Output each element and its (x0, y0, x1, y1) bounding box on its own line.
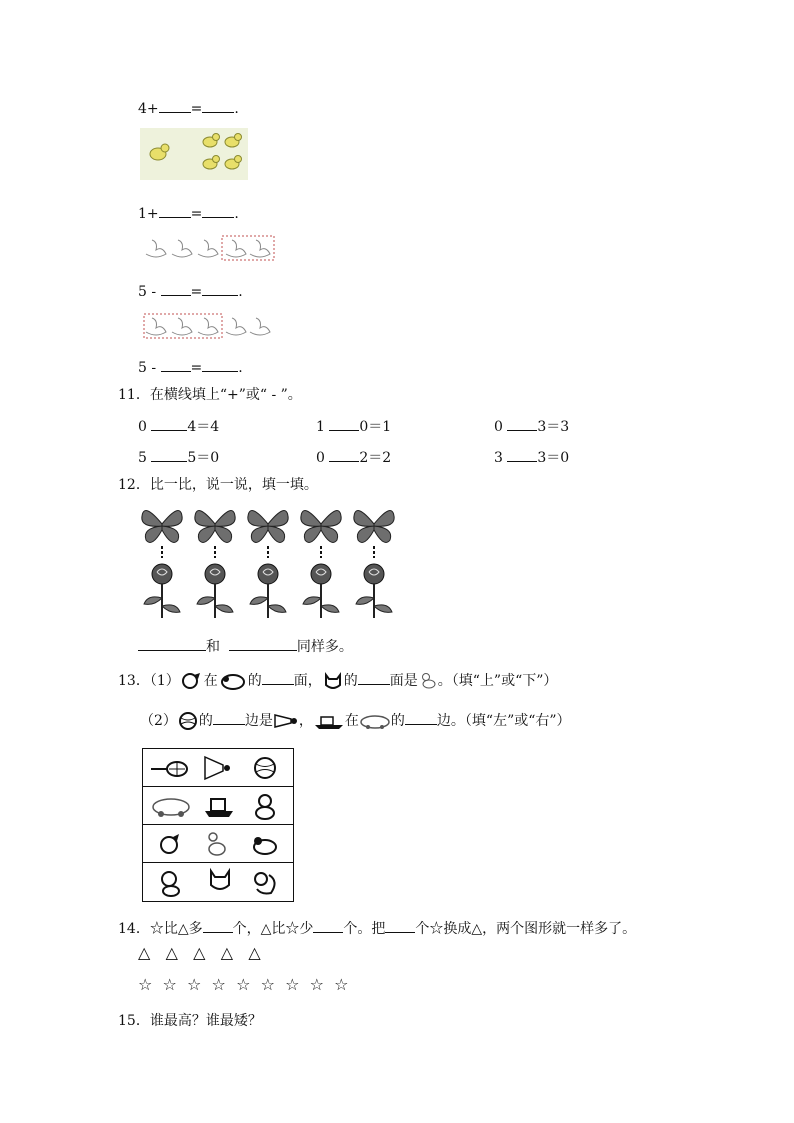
answer-blank[interactable] (229, 636, 297, 651)
answer-blank[interactable] (202, 357, 238, 372)
position-grid (142, 748, 294, 902)
q11-item: 0 4＝4 (138, 416, 219, 436)
rooster-icon (180, 671, 204, 691)
cat-icon (211, 871, 229, 889)
butterfly-icon (195, 511, 235, 558)
duckling-icon (418, 671, 438, 691)
rose-icon (303, 564, 339, 618)
triangle-icon: △ (248, 943, 261, 962)
q11-item: 0 2＝2 (316, 447, 391, 467)
swan-icon (146, 240, 166, 257)
rose-icon (250, 564, 286, 618)
butterflies-roses-picture (138, 502, 404, 622)
squirrel-icon (255, 873, 275, 894)
grid-row (143, 749, 293, 787)
swan-icon (226, 240, 246, 257)
answer-blank[interactable] (151, 447, 187, 462)
stars-row (138, 976, 348, 994)
triangle-icon: △ (138, 943, 151, 962)
star-icon: ☆ (334, 975, 349, 994)
rooster-icon (161, 834, 179, 853)
rose-icon (144, 564, 180, 618)
swans-picture-2 (142, 312, 276, 340)
answer-blank[interactable] (313, 918, 343, 933)
toy-icon (256, 795, 274, 819)
racket-icon (151, 762, 187, 776)
shuttlecock-icon (273, 711, 299, 731)
swan-icon (250, 240, 270, 257)
answer-blank[interactable] (202, 203, 234, 218)
triangles-row (138, 944, 261, 962)
dog-icon (254, 837, 276, 854)
triangle-icon: △ (165, 943, 178, 962)
answer-blank[interactable] (329, 416, 359, 431)
cat-icon (322, 671, 344, 691)
answer-blank[interactable] (358, 670, 390, 685)
answer-blank[interactable] (507, 447, 537, 462)
ball-icon (177, 711, 199, 731)
star-icon: ☆ (187, 975, 202, 994)
equation-3: 5 - = . (138, 281, 243, 301)
star-icon: ☆ (236, 975, 251, 994)
butterfly-icon (142, 511, 182, 558)
grid-row (143, 863, 293, 901)
answer-blank[interactable] (138, 636, 206, 651)
equation-1: 4+ = . (138, 98, 239, 118)
swan-icon (198, 240, 218, 257)
triangle-icon: △ (193, 943, 206, 962)
monkey-icon (162, 872, 179, 896)
ship-icon (313, 711, 345, 731)
swan-icon (172, 318, 192, 335)
answer-blank[interactable] (385, 918, 415, 933)
q13-part1: 13．（1） 在 的 面， 的 面是 。（填“上”或“下”） (118, 670, 557, 692)
answer-blank[interactable] (159, 98, 191, 113)
q11-item: 3 3＝0 (494, 447, 569, 467)
butterfly-icon (354, 511, 394, 558)
grid-row (143, 825, 293, 863)
q11-title: 11．在横线填上“+”或“ - ”。 (118, 387, 302, 403)
chicks-picture (140, 128, 248, 180)
q11-item: 0 3＝3 (494, 416, 569, 436)
swans-picture-1 (142, 234, 276, 262)
answer-blank[interactable] (262, 670, 294, 685)
swan-icon (146, 318, 166, 335)
circled-group (222, 236, 274, 260)
answer-blank[interactable] (159, 203, 191, 218)
q11-item: 5 5＝0 (138, 447, 219, 467)
star-icon: ☆ (138, 975, 153, 994)
rose-icon (197, 564, 233, 618)
q13-part2: （2） 的 边是 ， 在 的 边。（填“左”或“右”） (140, 710, 571, 732)
car-icon (153, 799, 189, 817)
swan-icon (226, 318, 246, 335)
star-icon: ☆ (309, 975, 324, 994)
answer-blank[interactable] (213, 710, 245, 725)
answer-blank[interactable] (329, 447, 359, 462)
answer-blank[interactable] (202, 281, 238, 296)
answer-blank[interactable] (405, 710, 437, 725)
shuttlecock-icon (205, 757, 230, 779)
answer-blank[interactable] (202, 98, 234, 113)
swan-icon (198, 318, 218, 335)
equation-4: 5 - = . (138, 357, 243, 377)
equation-2: 1+ = . (138, 203, 239, 223)
star-icon: ☆ (285, 975, 300, 994)
butterfly-icon (301, 511, 341, 558)
butterfly-icon (248, 511, 288, 558)
ship-icon (205, 799, 233, 817)
triangle-icon: △ (220, 943, 234, 962)
q15-title: 15．谁最高？谁最矮？ (118, 1013, 262, 1029)
q12-title: 12．比一比，说一说，填一填。 (118, 477, 318, 493)
answer-blank[interactable] (507, 416, 537, 431)
answer-blank[interactable] (161, 281, 191, 296)
q14-text: 14．☆比△多 个，△比☆少 个。把 个☆换成△，两个图形就一样多了。 (118, 918, 636, 938)
star-icon: ☆ (211, 975, 226, 994)
swan-icon (250, 318, 270, 335)
ball-icon (255, 758, 275, 778)
q12-answer: 和 同样多。 (138, 636, 353, 656)
car-icon (359, 711, 391, 731)
answer-blank[interactable] (203, 918, 233, 933)
rose-icon (356, 564, 392, 618)
duckling-icon (209, 833, 225, 855)
swan-icon (172, 240, 192, 257)
answer-blank[interactable] (161, 357, 191, 372)
q11-item: 1 0＝1 (316, 416, 391, 436)
dog-icon (218, 671, 248, 691)
star-icon: ☆ (162, 975, 177, 994)
grid-row (143, 787, 293, 825)
answer-blank[interactable] (151, 416, 187, 431)
star-icon: ☆ (260, 975, 275, 994)
